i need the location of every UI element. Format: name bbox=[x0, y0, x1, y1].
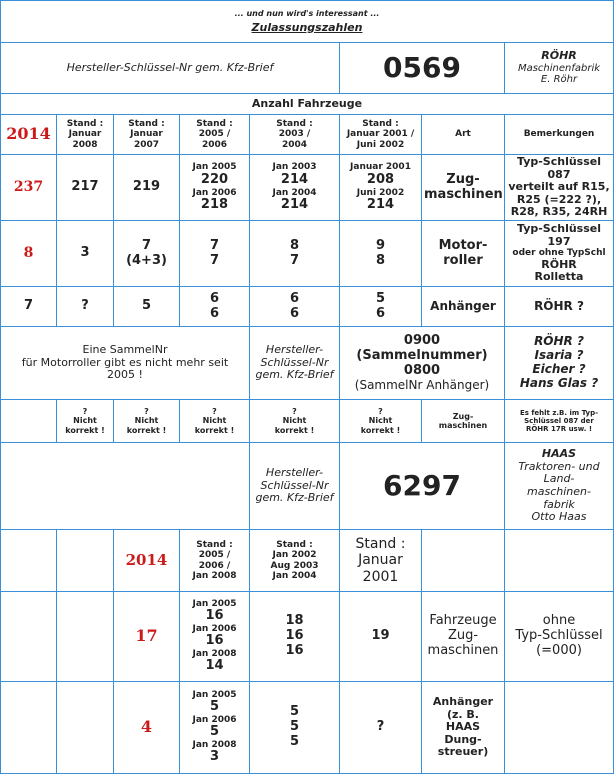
page-title: Zulassungszahlen bbox=[251, 20, 363, 34]
header-notes: Bemerkungen bbox=[505, 115, 614, 155]
header-2005-2006: Stand : 2005 / 2006 bbox=[180, 115, 250, 155]
table-row-haas-key bbox=[1, 443, 614, 530]
table-row-sammelnummer bbox=[1, 327, 614, 400]
haas-header-row: 2014 Stand : 2005 / 2006 / Jan 2008 Stand : Jan 2002 Aug 2003 Jan 2004 Stand : Januar 2001 bbox=[1, 530, 614, 592]
roehr-key-number: 0569 bbox=[340, 43, 505, 94]
sammel-makers: RÖHR ? Isaria ? Eicher ? Hans Glas ? bbox=[505, 327, 614, 400]
haas-key-label: Hersteller- Schlüssel-Nr gem. Kfz-Brief bbox=[250, 443, 340, 530]
header-art: Art bbox=[422, 115, 505, 155]
intro-text: ... und nun wird's interessant ... bbox=[234, 8, 380, 18]
haas-maker: HAAS Traktoren- und Land- maschinen- fabrik Otto Haas bbox=[505, 443, 614, 530]
table-row-haas-zugmaschinen: 17 Jan 2005 16 Jan 2006 16 Jan 2008 14 18 16 16 19 Fahrzeuge Zug- maschinen ohne Typ-Schlüssel (=000) bbox=[1, 592, 614, 682]
header-2014: 2014 bbox=[1, 115, 57, 155]
table-header-row bbox=[1, 115, 614, 155]
table-row-anhaenger: 7 ? 5 6 6 6 6 5 6 Anhänger RÖHR ? bbox=[1, 287, 614, 327]
table-row-nicht-korrekt: ? Nicht korrekt ! ? Nicht korrekt ! ? Nicht korrekt ! ? Nicht korrekt ! ? Nicht korrekt ! Zug- maschinen Es fehlt z.B. im Typ- Schlüssel 087 der RÖHR 17R usw. ! bbox=[1, 400, 614, 443]
header-2003-2004: Stand : 2003 / 2004 bbox=[250, 115, 340, 155]
haas-key-number: 6297 bbox=[340, 443, 505, 530]
header-jan-2008: Stand : Januar 2008 bbox=[57, 115, 114, 155]
table-row-haas-anhaenger: 4 Jan 2005 5 Jan 2006 5 Jan 2008 3 5 5 5 ? Anhänger (z. B. HAAS Dung- streuer) bbox=[1, 682, 614, 774]
sammel-key-label: Hersteller- Schlüssel-Nr gem. Kfz-Brief bbox=[250, 327, 340, 400]
header-jan-2007: Stand : Januar 2007 bbox=[114, 115, 180, 155]
table-row-motorroller: 8 3 7 (4+3) 7 7 8 7 9 8 Motor- roller Typ-Schlüssel 197 oder ohne TypSchl RÖHR Rolletta bbox=[1, 221, 614, 287]
sammel-numbers: 0900 (Sammelnummer) 0800 (SammelNr Anhänger) bbox=[340, 327, 505, 400]
roehr-key-label: Hersteller-Schlüssel-Nr gem. Kfz-Brief bbox=[1, 43, 340, 94]
header-2001-2002: Stand : Januar 2001 / Juni 2002 bbox=[340, 115, 422, 155]
title-cell bbox=[1, 1, 614, 43]
table-row-zugmaschinen: 237 217 219 Jan 2005 220 Jan 2006 218 Jan 2003 214 Jan 2004 214 Januar 2001 208 Juni 2002 214 Zug- maschinen Typ-Schlüssel 087 verteilt auf R15, R25 (=222 ?), R28, R35, 24RH bbox=[1, 155, 614, 221]
roehr-maker: RÖHR Maschinenfabrik E. Röhr bbox=[505, 43, 614, 94]
count-heading: Anzahl Fahrzeuge bbox=[1, 94, 614, 115]
sammel-note: Eine SammelNr für Motorroller gibt es nicht mehr seit 2005 ! bbox=[1, 327, 250, 400]
